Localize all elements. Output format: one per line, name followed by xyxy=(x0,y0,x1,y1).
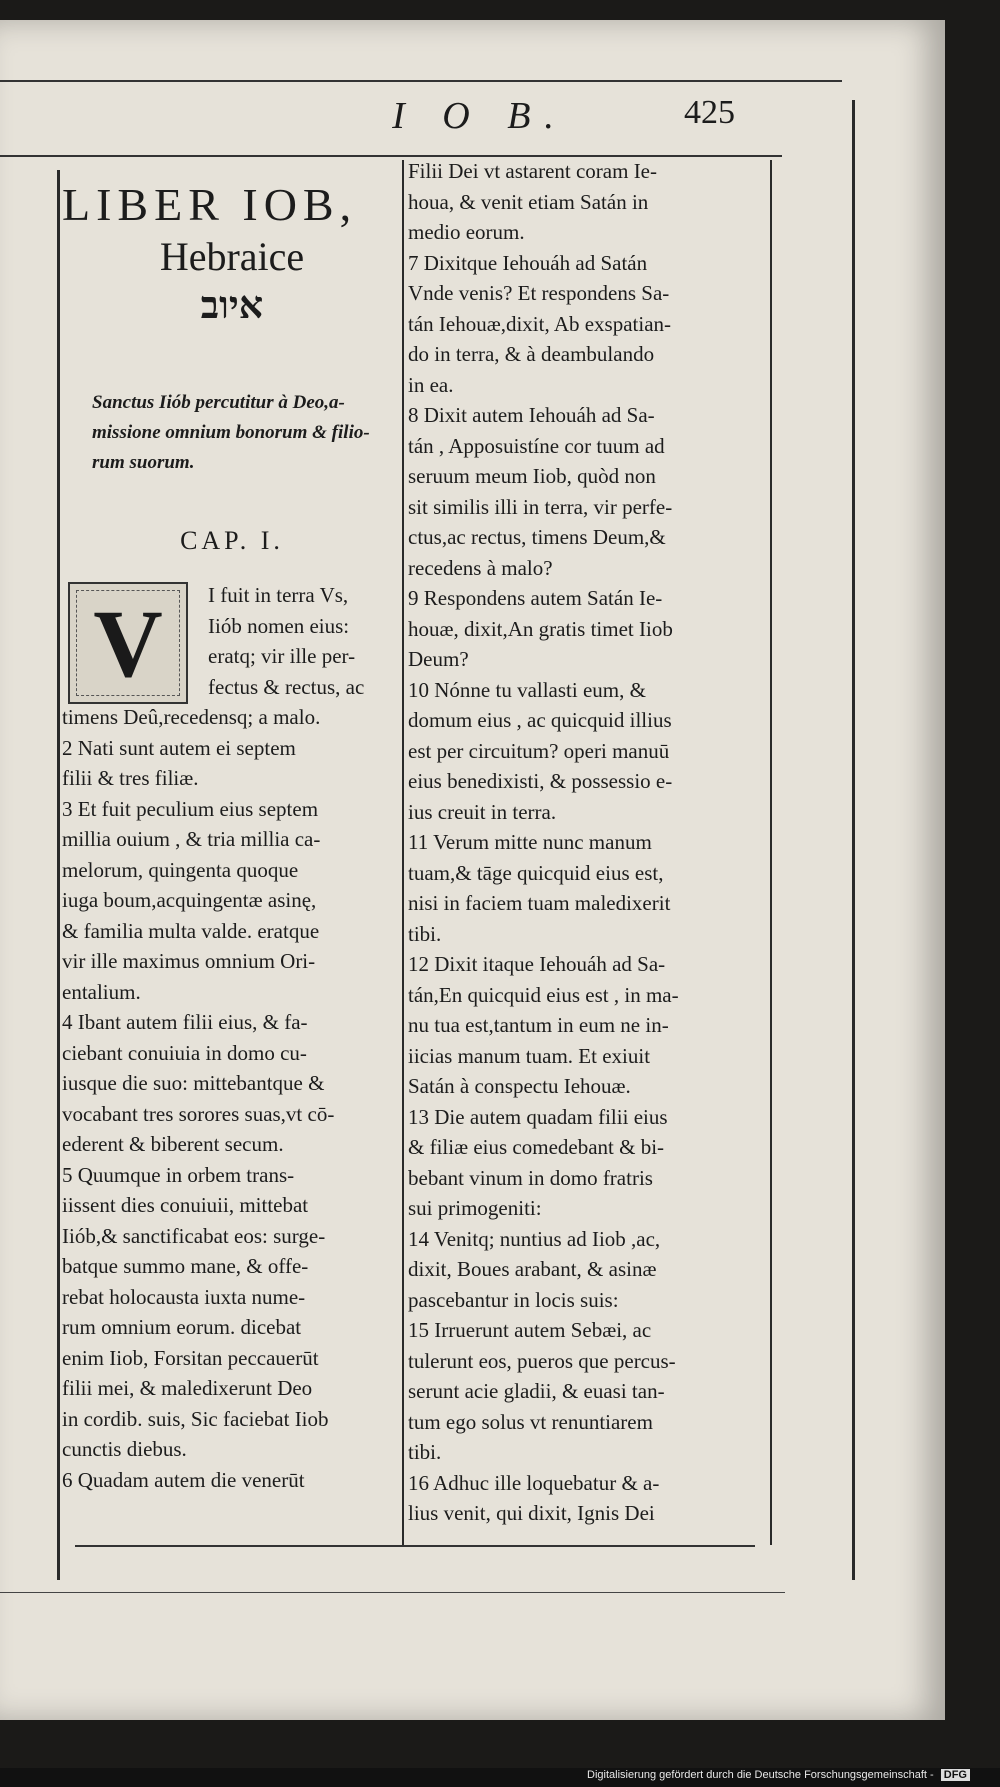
text-line: domum eius , ac quicquid illius xyxy=(408,708,672,732)
summary-line: missione omnium bonorum & filio- xyxy=(92,422,370,443)
text-line: timens Deû,recedensq; a malo. xyxy=(62,705,321,729)
text-line: in ea. xyxy=(408,372,454,397)
column-divider xyxy=(402,160,404,1545)
text-line: serunt acie gladii, & euasi tan- xyxy=(408,1379,665,1403)
text-line: houa, & venit etiam Satán in xyxy=(408,189,649,214)
page-bottom-rule xyxy=(0,1592,785,1593)
text-line: 2 Nati sunt autem ei septem xyxy=(62,735,296,760)
text-line: iicias manum tuam. Et exiuit xyxy=(408,1043,651,1068)
text-line: tulerunt eos, pueros que percus- xyxy=(408,1348,676,1373)
text-line: 12 Dixit itaque Iehouáh ad Sa- xyxy=(408,952,666,976)
text-line: vocabant tres sorores suas,vt cō- xyxy=(62,1101,335,1126)
text-line: batque summo mane, & offe- xyxy=(62,1254,309,1278)
text-line: bebant vinum in domo fratris xyxy=(408,1165,653,1190)
text-line: lius venit, qui dixit, Ignis Dei xyxy=(408,1501,655,1525)
text-line: 15 Irruerunt autem Sebæi, ac xyxy=(408,1318,652,1342)
text-line: 5 Quumque in orbem trans- xyxy=(62,1162,295,1187)
running-title: I O B. xyxy=(392,95,568,137)
text-line: eratq; vir ille per- xyxy=(208,644,356,668)
text-line: 10 Nónne tu vallasti eum, & xyxy=(408,677,646,702)
text-line: ius creuit in terra. xyxy=(408,799,557,824)
chapter-summary xyxy=(62,388,402,478)
text-line: 16 Adhuc ille loquebatur & a- xyxy=(408,1470,660,1495)
text-line: sit similis illi in terra, vir perfe- xyxy=(408,494,673,519)
text-line: 14 Venitq; nuntius ad Iiob ,ac, xyxy=(408,1226,661,1251)
text-line: Deum? xyxy=(408,647,469,671)
text-line: melorum, quingenta quoque xyxy=(62,857,299,882)
text-line: iissent dies conuiuii, mittebat xyxy=(62,1193,309,1217)
text-line: tibi. xyxy=(408,1440,442,1464)
text-line: iuga boum,acquingentæ asinę, xyxy=(62,888,317,912)
text-line: seruum meum Iiob, quòd non xyxy=(408,464,656,488)
text-line: 8 Dixit autem Iehouáh ad Sa- xyxy=(408,403,655,427)
right-column-rule xyxy=(770,160,772,1545)
text-line: Vnde venis? Et respondens Sa- xyxy=(408,281,670,305)
dfg-badge: DFG xyxy=(941,1769,970,1781)
text-line: enim Iiob, Forsitan peccauerūt xyxy=(62,1345,319,1370)
text-line: millia ouium , & tria millia ca- xyxy=(62,827,321,851)
text-line: tán,En quicquid eius est , in ma- xyxy=(408,982,679,1007)
right-column xyxy=(408,156,760,1529)
text-line: ctus,ac rectus, timens Deum,& xyxy=(408,525,666,549)
text-line: pascebantur in locis suis: xyxy=(408,1287,619,1312)
text-line: Filii Dei vt astarent coram Ie- xyxy=(408,159,657,183)
digitization-credit xyxy=(587,1769,970,1781)
summary-line: rum suorum. xyxy=(92,452,195,473)
text-line: eius benedixisti, & possessio e- xyxy=(408,769,673,793)
text-line: & filiæ eius comedebant & bi- xyxy=(408,1135,665,1159)
bottom-rule xyxy=(75,1545,755,1547)
text-line: 9 Respondens autem Satán Ie- xyxy=(408,586,663,610)
text-line: I fuit in terra Vs, xyxy=(208,583,349,607)
text-line: medio eorum. xyxy=(408,220,525,244)
text-line: tuam,& tāge quicquid eius est, xyxy=(408,860,664,885)
text-line: houæ, dixit,An gratis timet Iiob xyxy=(408,616,673,641)
text-line: tibi. xyxy=(408,921,442,946)
text-line: & familia multa valde. eratque xyxy=(62,918,320,943)
text-line: 3 Et fuit peculium eius septem xyxy=(62,796,319,821)
text-line: tán , Apposuistíne cor tuum ad xyxy=(408,433,665,458)
drop-cap-block xyxy=(62,580,402,702)
text-line: 11 Verum mitte nunc manum xyxy=(408,830,652,854)
text-line: 4 Ibant autem filii eius, & fa- xyxy=(62,1010,308,1034)
outer-frame-rule xyxy=(852,100,855,1580)
chapter-heading: CAP. I. xyxy=(180,526,284,555)
text-line: tum ego solus vt renuntiarem xyxy=(408,1409,653,1434)
book-title: LIBER IOB, xyxy=(62,179,358,230)
text-line: sui primogeniti: xyxy=(408,1196,542,1220)
text-line: dixit, Boues arabant, & asinæ xyxy=(408,1257,657,1281)
text-line: 6 Quadam autem die venerūt xyxy=(62,1467,305,1492)
left-column xyxy=(62,168,402,1495)
text-line: cunctis diebus. xyxy=(62,1437,187,1461)
text-line: nu tua est,tantum in eum ne in- xyxy=(408,1013,669,1037)
right-text-body xyxy=(408,156,760,1529)
text-line: rum omnium eorum. dicebat xyxy=(62,1315,302,1339)
summary-line: Sanctus Iiób percutitur à Deo,a- xyxy=(92,392,345,413)
text-line: Iiób,& sanctificabat eos: surge- xyxy=(62,1223,326,1248)
text-line: recedens à malo? xyxy=(408,555,553,580)
top-rule xyxy=(0,80,842,82)
text-line: entalium. xyxy=(62,979,141,1004)
text-line: rebat holocausta iuxta nume- xyxy=(62,1284,306,1309)
text-line: ciebant conuiuia in domo cu- xyxy=(62,1040,307,1065)
text-line: filii & tres filiæ. xyxy=(62,766,199,790)
text-line: vir ille maximus omnium Ori- xyxy=(62,949,316,973)
drop-cap-ornament: V xyxy=(68,582,188,704)
hebrew-title: איוב xyxy=(200,285,264,327)
left-text-body xyxy=(62,702,402,1495)
text-line: Satán à conspectu Iehouæ. xyxy=(408,1074,631,1098)
page-number: 425 xyxy=(684,94,735,131)
text-line: ederent & biberent secum. xyxy=(62,1132,284,1156)
text-line: est per circuitum? operi manuū xyxy=(408,738,670,763)
text-line: in cordib. suis, Sic faciebat Iiob xyxy=(62,1406,329,1431)
credit-text: Digitalisierung gefördert durch die Deutsche Forschungsgemeinschaft - xyxy=(587,1769,934,1781)
text-line: 13 Die autem quadam filii eius xyxy=(408,1104,668,1129)
text-line: do in terra, & à deambulando xyxy=(408,342,655,366)
text-line: nisi in faciem tuam maledixerit xyxy=(408,891,671,915)
left-frame-rule xyxy=(57,170,60,1580)
text-line: fectus & rectus, ac xyxy=(208,674,365,699)
subtitle: Hebraice xyxy=(159,234,305,279)
text-line: filii mei, & maledixerunt Deo xyxy=(62,1376,313,1400)
text-line: iusque die suo: mittebantque & xyxy=(62,1071,325,1095)
text-line: Iiób nomen eius: xyxy=(208,613,350,638)
text-line: tán Iehouæ,dixit, Ab exspatian- xyxy=(408,311,672,336)
text-line: 7 Dixitque Iehouáh ad Satán xyxy=(408,250,648,275)
